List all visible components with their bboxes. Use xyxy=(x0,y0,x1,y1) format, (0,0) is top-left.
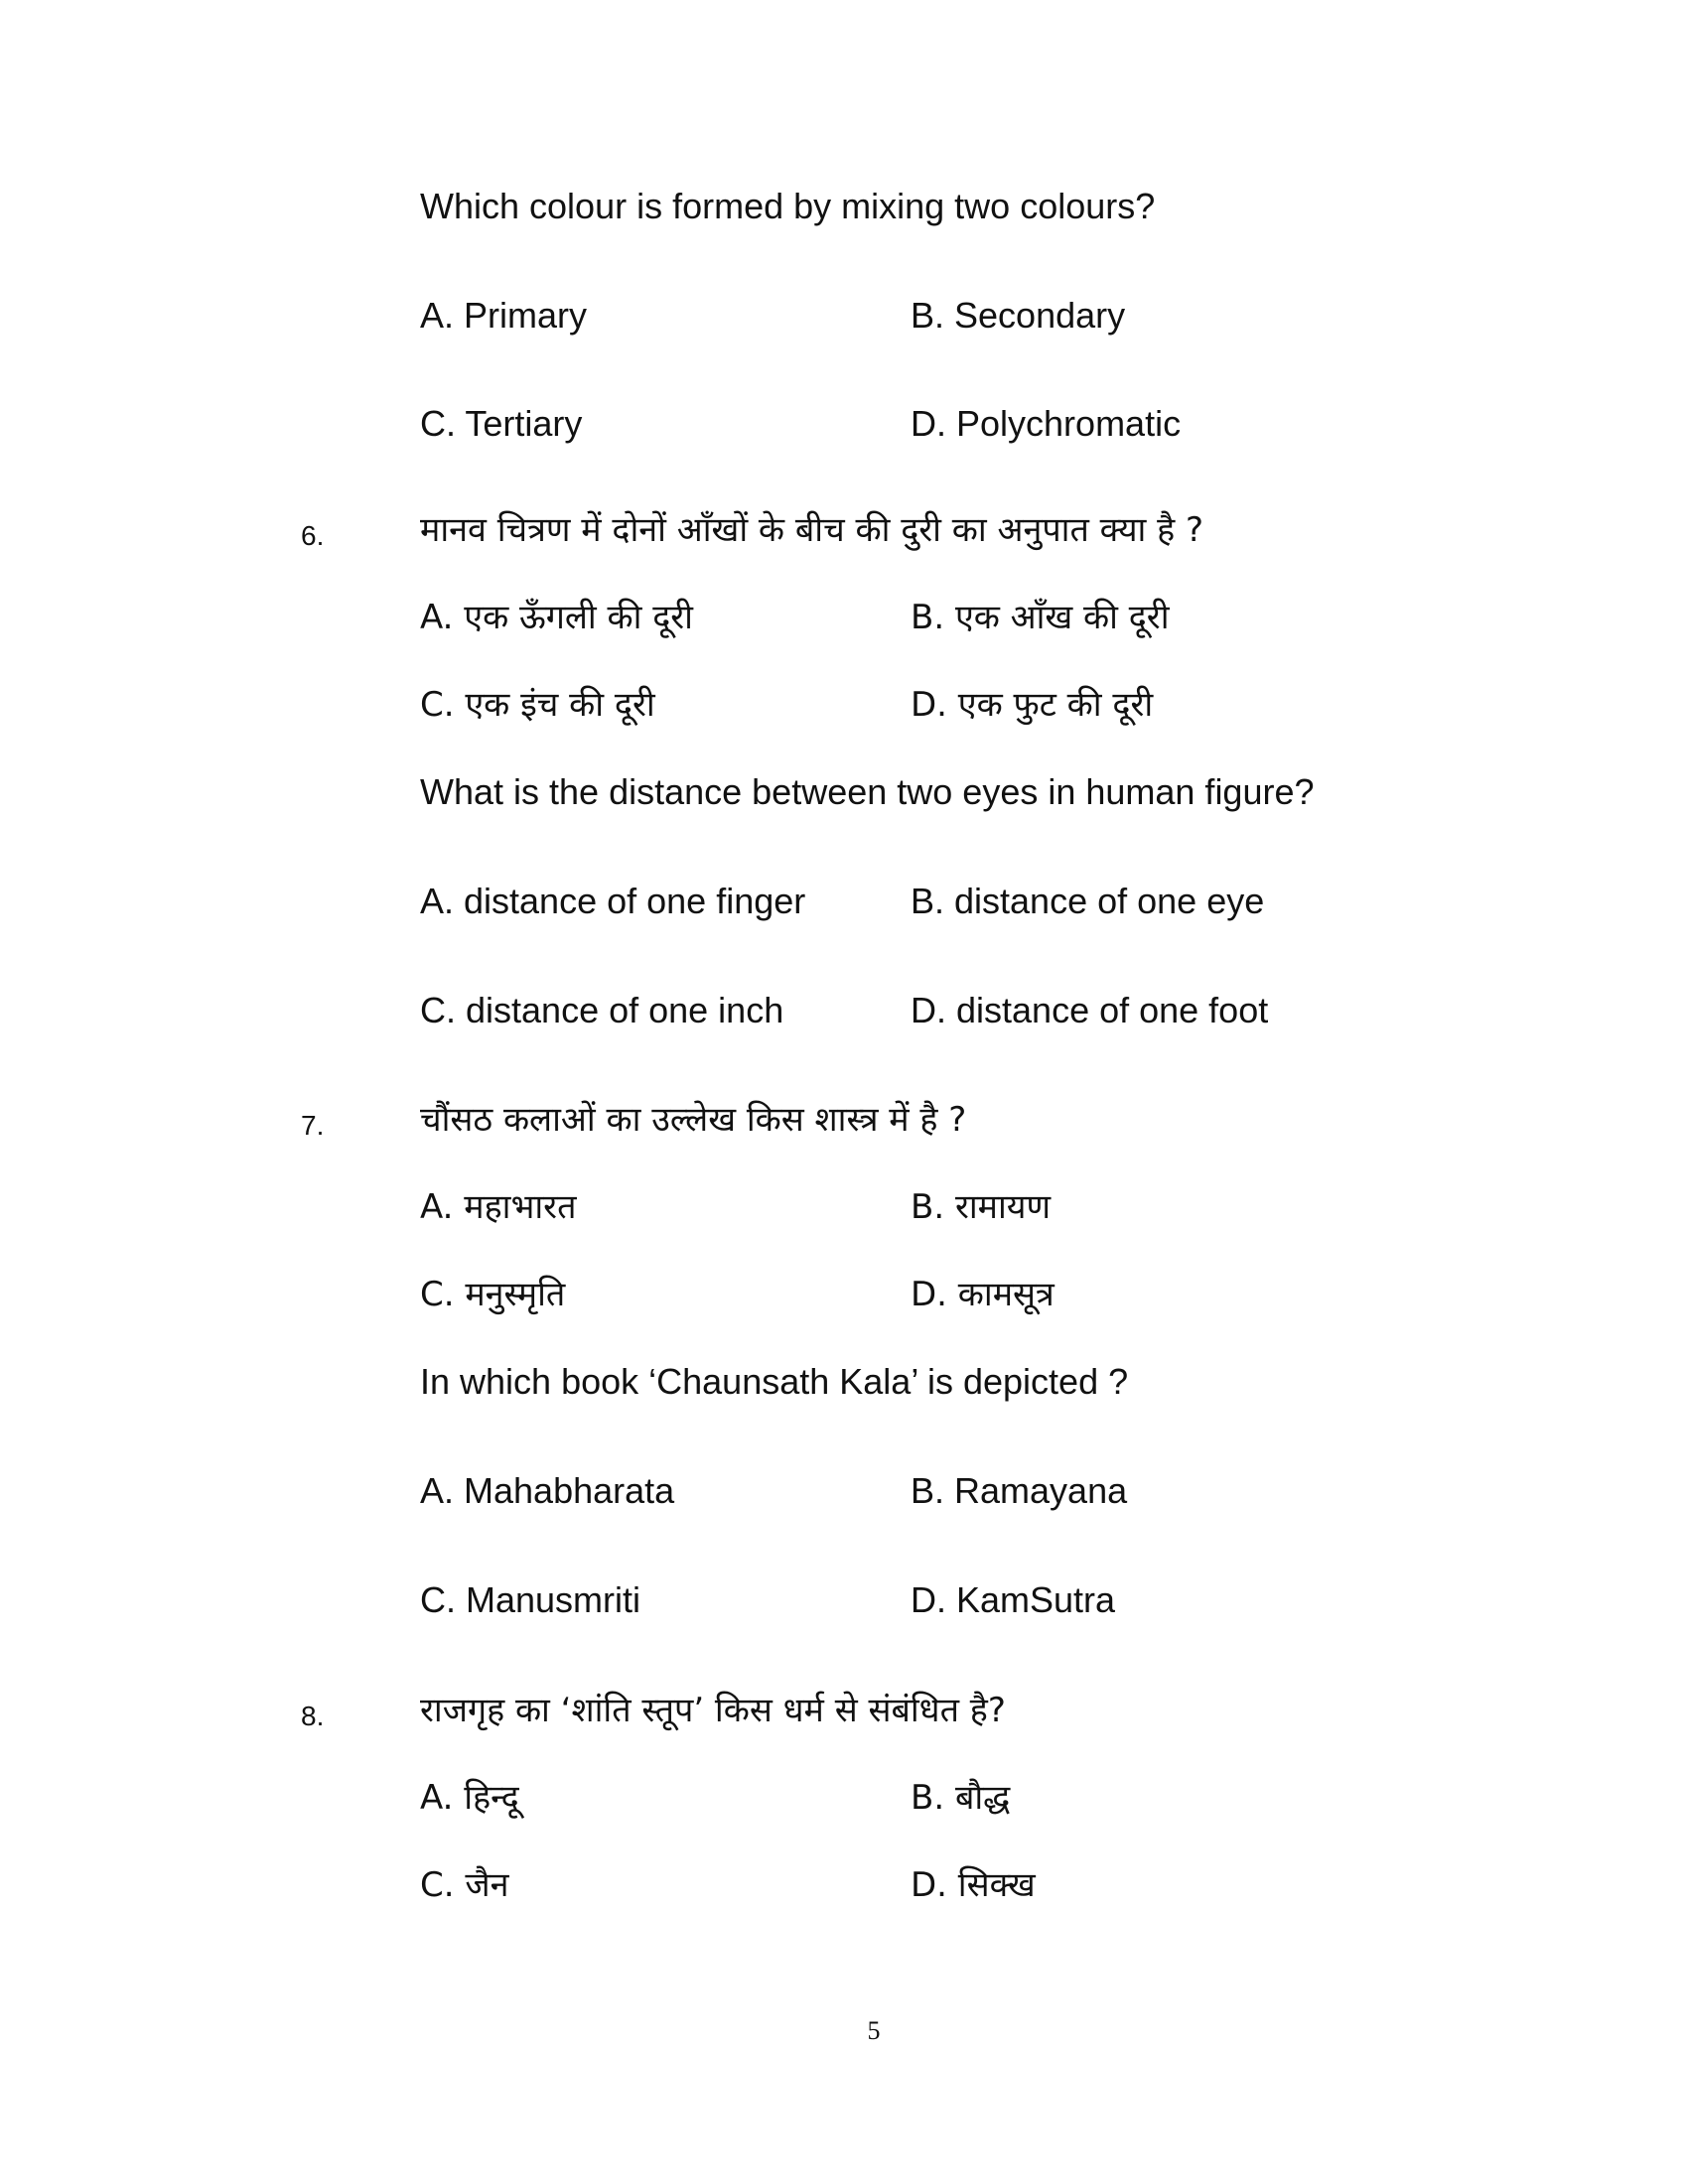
q7-hi-option-a: A. महाभारत xyxy=(420,1187,577,1227)
q7-question-hi: चौंसठ कलाओं का उल्लेख किस शास्त्र में है ? xyxy=(420,1100,967,1140)
q6-question-en: What is the distance between two eyes in human figure? xyxy=(420,771,1315,812)
q6-question-hi: मानव चित्रण में दोनों आँखों के बीच की दुरी का अनुपात क्या है ? xyxy=(420,510,1204,550)
q7-en-option-d: D. KamSutra xyxy=(911,1579,1116,1620)
q6-hi-option-b: B. एक आँख की दूरी xyxy=(911,598,1170,637)
q8-number: 8. xyxy=(301,1701,325,1731)
q6-hi-option-a: A. एक ऊँगली की दूरी xyxy=(420,598,693,637)
q6-en-option-d: D. distance of one foot xyxy=(911,990,1269,1030)
q8-hi-option-b: B. बौद्ध xyxy=(911,1778,1011,1818)
q5-option-a: A. Primary xyxy=(420,295,588,336)
q7-en-option-b: B. Ramayana xyxy=(911,1470,1128,1511)
q7-hi-option-d: D. कामसूत्र xyxy=(911,1275,1055,1314)
q7-en-option-c: C. Manusmriti xyxy=(420,1579,641,1620)
q6-hi-option-c: C. एक इंच की दूरी xyxy=(420,685,655,725)
q8-question-hi: राजगृह का ‘शांति स्तूप’ किस धर्म से संबंधित है? xyxy=(420,1691,1006,1730)
q5-question-en: Which colour is formed by mixing two colours? xyxy=(420,186,1156,226)
q7-hi-option-b: B. रामायण xyxy=(911,1187,1052,1227)
q6-number: 6. xyxy=(301,520,325,551)
page-number: 5 xyxy=(867,2016,881,2045)
q8-hi-option-d: D. सिक्ख xyxy=(911,1865,1036,1905)
q7-question-en: In which book ‘Chaunsath Kala’ is depicted ? xyxy=(420,1361,1129,1402)
q5-option-d: D. Polychromatic xyxy=(911,403,1182,444)
q7-hi-option-c: C. मनुस्मृति xyxy=(420,1275,566,1314)
q5-option-c: C. Tertiary xyxy=(420,403,583,444)
q8-hi-option-a: A. हिन्दू xyxy=(420,1778,519,1818)
q6-en-option-a: A. distance of one finger xyxy=(420,881,806,921)
q6-en-option-b: B. distance of one eye xyxy=(911,881,1265,921)
q6-en-option-c: C. distance of one inch xyxy=(420,990,784,1030)
q7-number: 7. xyxy=(301,1110,325,1141)
q7-en-option-a: A. Mahabharata xyxy=(420,1470,675,1511)
q8-hi-option-c: C. जैन xyxy=(420,1865,509,1905)
q5-option-b: B. Secondary xyxy=(911,295,1126,336)
q6-hi-option-d: D. एक फुट की दूरी xyxy=(911,685,1154,725)
